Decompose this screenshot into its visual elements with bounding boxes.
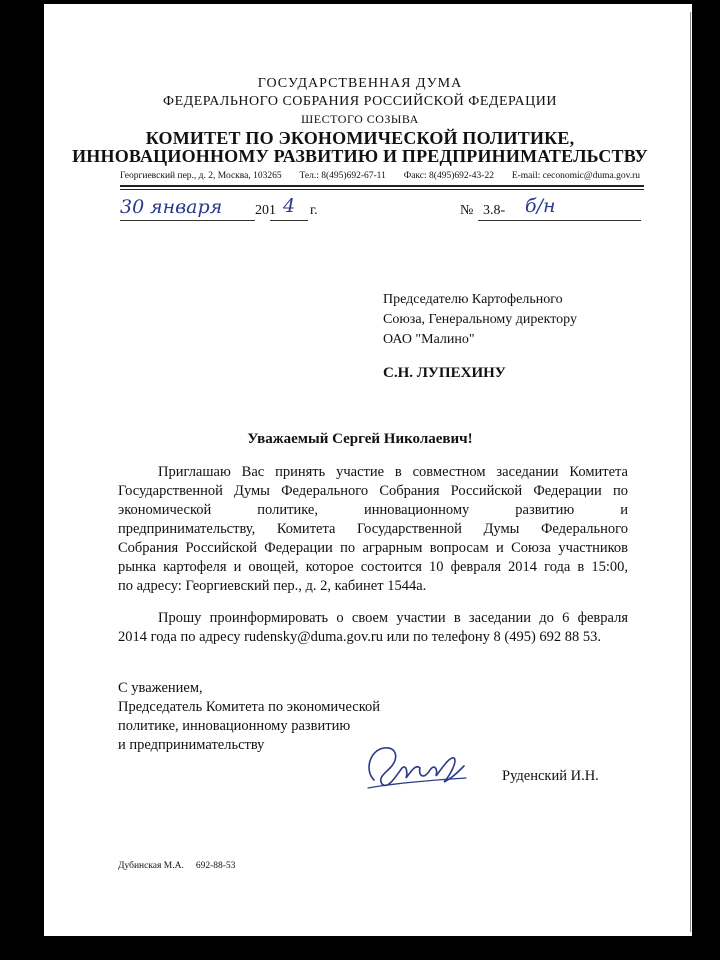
contact-fax: Факс: 8(495)692-43-22	[403, 171, 494, 181]
paragraph-line: экономической политике, инновационному развитию и	[118, 502, 628, 518]
greeting: Уважаемый Сергей Николаевич!	[247, 431, 473, 447]
header-federal-assembly: ФЕДЕРАЛЬНОГО СОБРАНИЯ РОССИЙСКОЙ ФЕДЕРАЦИИ	[163, 94, 557, 109]
recipient-block	[383, 290, 577, 350]
paragraph-line: Приглашаю Вас принять участие в совместном заседании Комитета	[158, 464, 628, 480]
paragraph-line: по адресу: Георгиевский пер., д. 2, кабинет 1544а.	[118, 578, 427, 594]
paragraph-line: Прошу проинформировать о своем участии в заседании до 6 февраля	[158, 610, 628, 626]
paragraph-line: рынка картофеля и овощей, которое состоится 10 февраля 2014 года в 15:00,	[118, 559, 628, 575]
recipient-line: Председателю Картофельного	[383, 292, 563, 307]
header-duma: ГОСУДАРСТВЕННАЯ ДУМА	[257, 76, 463, 91]
paragraph-line: Собрания Российской Федерации по аграрным вопросам и Союза участников	[118, 540, 628, 556]
number-underline	[478, 220, 641, 221]
number-hand: б/н	[525, 195, 556, 217]
date-year-prefix: 201	[255, 203, 276, 218]
number-prefix: 3.8-	[483, 203, 506, 218]
date-underline	[120, 220, 255, 221]
recipient-name: С.Н. ЛУПЕХИНУ	[383, 365, 506, 381]
contact-address: Георгиевский пер., д. 2, Москва, 103265	[120, 171, 282, 181]
closing-line: Председатель Комитета по экономической	[118, 699, 381, 715]
contacts-line	[120, 171, 640, 181]
date-suffix: г.	[310, 203, 318, 218]
executor-name: Дубинская М.А.	[118, 861, 184, 871]
recipient-line: Союза, Генеральному директору	[383, 312, 577, 327]
paragraph-line: 2014 года по адресу rudensky@duma.gov.ru или по телефону 8 (495) 692 88 53.	[118, 629, 602, 645]
header-rule-thick	[120, 185, 644, 187]
signer-name: Руденский И.Н.	[502, 768, 599, 784]
recipient-line: ОАО "Малино"	[383, 332, 475, 347]
executor-line	[118, 861, 235, 871]
date-day: 30	[120, 196, 145, 218]
paragraph-line: Государственной Думы Федерального Собрания Российской Федерации по	[118, 483, 628, 499]
body-paragraph-2	[118, 609, 628, 647]
executor-phone: 692-88-53	[195, 861, 236, 871]
closing-block	[118, 679, 380, 755]
date-year-hand: 4	[283, 195, 296, 217]
closing-line: политике, инновационному развитию	[118, 718, 351, 734]
header-rule-thin	[120, 189, 644, 190]
header-convocation: ШЕСТОГО СОЗЫВА	[301, 112, 419, 126]
closing-line: С уважением,	[118, 680, 203, 696]
number-label: №	[460, 203, 474, 218]
date-number-row	[120, 195, 650, 224]
committee-title-line2: ИННОВАЦИОННОМУ РАЗВИТИЮ И ПРЕДПРИНИМАТЕЛЬСТВУ	[72, 146, 648, 166]
committee-title-line1: КОМИТЕТ ПО ЭКОНОМИЧЕСКОЙ ПОЛИТИКЕ,	[145, 128, 575, 148]
paragraph-line: предпринимательству, Комитета Государственной Думы Федерального	[118, 521, 628, 537]
year-underline	[270, 220, 308, 221]
handwritten-signature	[360, 728, 470, 798]
date-month: января	[150, 196, 223, 218]
contact-phone: Тел.: 8(495)692-67-11	[299, 171, 386, 181]
body-paragraph-1	[118, 463, 628, 596]
closing-line: и предпринимательству	[118, 737, 265, 753]
contact-email: E-mail: ceconomic@duma.gov.ru	[511, 171, 640, 181]
